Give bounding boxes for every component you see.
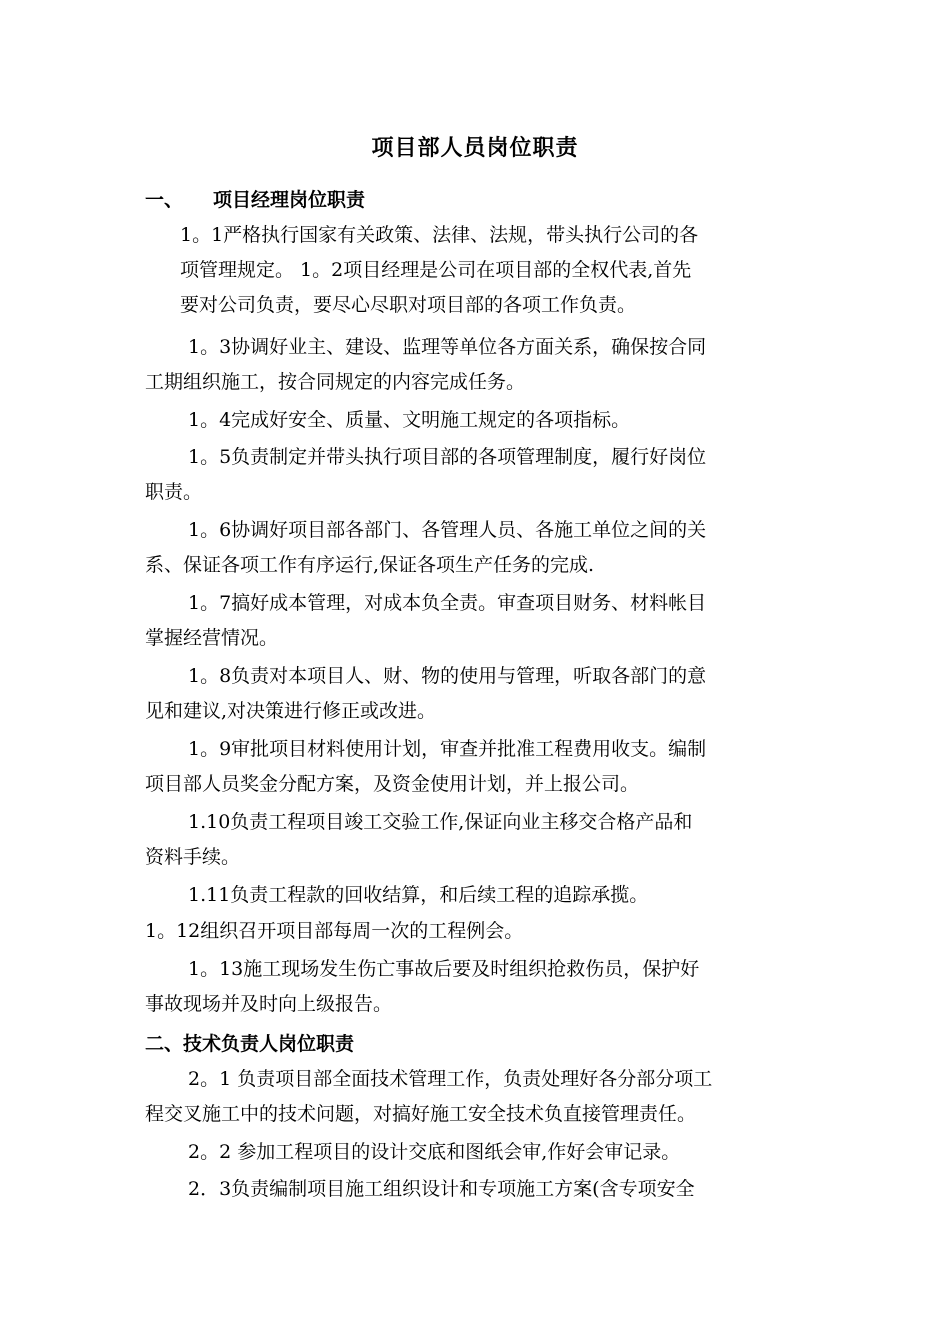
paragraph-line: 1.11负责工程款的回收结算，和后续工程的追踪承揽。 bbox=[188, 884, 649, 906]
paragraph-line: 系、保证各项工作有序运行,保证各项生产任务的完成. bbox=[145, 554, 595, 576]
paragraph-line: 2．3负责编制项目施工组织设计和专项施工方案(含专项安全 bbox=[188, 1178, 695, 1200]
paragraph-line: 职责。 bbox=[145, 481, 203, 503]
paragraph-line: 2。1 负责项目部全面技术管理工作，负责处理好各分部分项工 bbox=[188, 1068, 713, 1090]
paragraph-line: 1。5负责制定并带头执行项目部的各项管理制度，履行好岗位 bbox=[188, 446, 707, 468]
paragraph-line: 1。6协调好项目部各部门、各管理人员、各施工单位之间的关 bbox=[188, 519, 707, 541]
paragraph-line: 1。4完成好安全、质量、文明施工规定的各项指标。 bbox=[188, 409, 631, 431]
paragraph-line: 1。3协调好业主、建设、监理等单位各方面关系，确保按合同 bbox=[188, 336, 707, 358]
paragraph-line: 见和建议,对决策进行修正或改进。 bbox=[145, 700, 437, 722]
paragraph-line: 项管理规定。 1。2项目经理是公司在项目部的全权代表,首先 bbox=[180, 259, 692, 281]
paragraph-line: 要对公司负责，要尽心尽职对项目部的各项工作负责。 bbox=[180, 294, 637, 316]
paragraph-line: 1。1严格执行国家有关政策、法律、法规，带头执行公司的各 bbox=[180, 224, 699, 246]
paragraph-line: 2。2 参加工程项目的设计交底和图纸会审,作好会审记录。 bbox=[188, 1141, 681, 1163]
paragraph-line: 资料手续。 bbox=[145, 846, 241, 868]
paragraph-line: 事故现场并及时向上级报告。 bbox=[145, 993, 393, 1015]
paragraph-line: 项目部人员奖金分配方案，及资金使用计划，并上报公司。 bbox=[145, 773, 640, 795]
paragraph-line: 1。13施工现场发生伤亡事故后要及时组织抢救伤员，保护好 bbox=[188, 958, 700, 980]
paragraph-line: 1。9审批项目材料使用计划，审查并批准工程费用收支。编制 bbox=[188, 738, 707, 760]
paragraph-line: 1。12组织召开项目部每周一次的工程例会。 bbox=[145, 920, 524, 942]
document-title: 项目部人员岗位职责 bbox=[371, 136, 579, 161]
paragraph-line: 1.10负责工程项目竣工交验工作,保证向业主移交合格产品和 bbox=[188, 811, 693, 833]
section-1-title: 项目经理岗位职责 bbox=[213, 189, 366, 211]
paragraph-line: 程交叉施工中的技术问题，对搞好施工安全技术负直接管理责任。 bbox=[145, 1103, 697, 1125]
paragraph-line: 工期组织施工，按合同规定的内容完成任务。 bbox=[145, 371, 526, 393]
section-2-heading: 二、技术负责人岗位职责 bbox=[145, 1033, 355, 1055]
paragraph-line: 掌握经营情况。 bbox=[145, 627, 279, 649]
paragraph-line: 1。7搞好成本管理，对成本负全责。审查项目财务、材料帐目 bbox=[188, 592, 707, 614]
section-1-heading bbox=[145, 186, 365, 214]
section-1-number: 一、 bbox=[145, 189, 184, 211]
paragraph-line: 1。8负责对本项目人、财、物的使用与管理，听取各部门的意 bbox=[188, 665, 707, 687]
